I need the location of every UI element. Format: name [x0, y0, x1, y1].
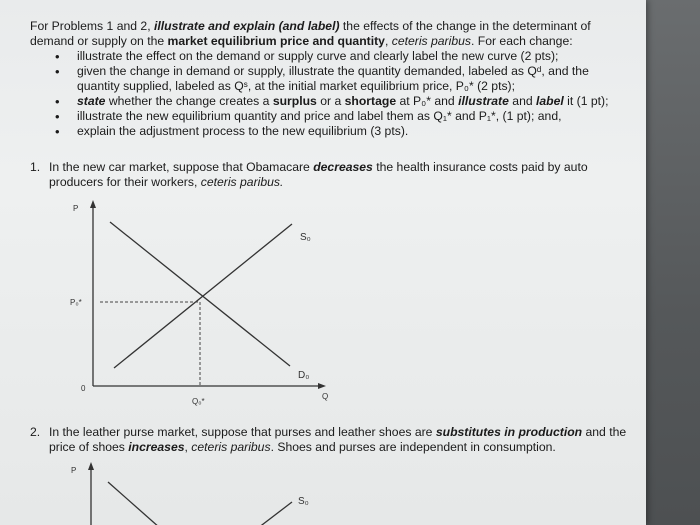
- problem-text: In the new car market, suppose that Obamacare decreases the health insurance costs paid by auto producers for their workers, ceteris paribus.: [49, 160, 588, 189]
- problem-number: 1.: [30, 160, 41, 174]
- problem-1: [30, 160, 630, 190]
- supply-curve: [258, 502, 292, 525]
- supply-label: S₀: [298, 496, 309, 507]
- requirement-item: • illustrate the effect on the demand or supply curve and clearly label the new curve (2 pts);: [30, 49, 630, 64]
- requirement-item: • given the change in demand or supply, illustrate the quantity demanded, labeled as Qᵈ, and the quantity supplied, labeled as Qˢ, at the initial market equilibrium price, P₀* (2 pts);: [30, 64, 630, 94]
- demand-curve: [108, 482, 160, 525]
- q0-label: Q₀*: [192, 397, 205, 406]
- p-axis-label: P: [71, 466, 77, 475]
- p0-label: P₀*: [70, 298, 82, 307]
- origin-label: 0: [81, 384, 86, 393]
- supply-demand-graph-1: [60, 196, 350, 408]
- supply-demand-graph-2: [60, 458, 350, 525]
- q-axis-arrow: [318, 383, 326, 389]
- instructions-lead: For Problems 1 and 2, illustrate and explain (and label) the effects of the change in the determinant of demand or supply on the market equilibrium price and quantity, ceteris paribus. For each change:: [30, 19, 591, 48]
- requirement-item: • illustrate the new equilibrium quantity and price and label them as Q₁* and P₁*, (1 pt); and,: [30, 109, 630, 124]
- demand-label: D₀: [298, 370, 310, 381]
- requirement-item: • state whether the change creates a surplus or a shortage at P₀* and illustrate and label it (1 pt);: [30, 94, 630, 109]
- supply-label: S₀: [300, 232, 311, 243]
- requirements-list: [30, 49, 630, 139]
- q-axis-label: Q: [322, 392, 329, 401]
- problem-number: 2.: [30, 425, 41, 439]
- problem-2: [30, 425, 630, 455]
- problem-text: In the leather purse market, suppose that purses and leather shoes are substitutes in production and the price of shoes increases, ceteris paribus. Shoes and purses are independent in consumption.: [49, 425, 627, 454]
- p-axis-arrow: [90, 200, 96, 208]
- instructions: [30, 19, 630, 139]
- p-axis-label: P: [73, 204, 79, 213]
- p-axis-arrow: [88, 462, 94, 470]
- requirement-item: • explain the adjustment process to the new equilibrium (3 pts).: [30, 124, 630, 139]
